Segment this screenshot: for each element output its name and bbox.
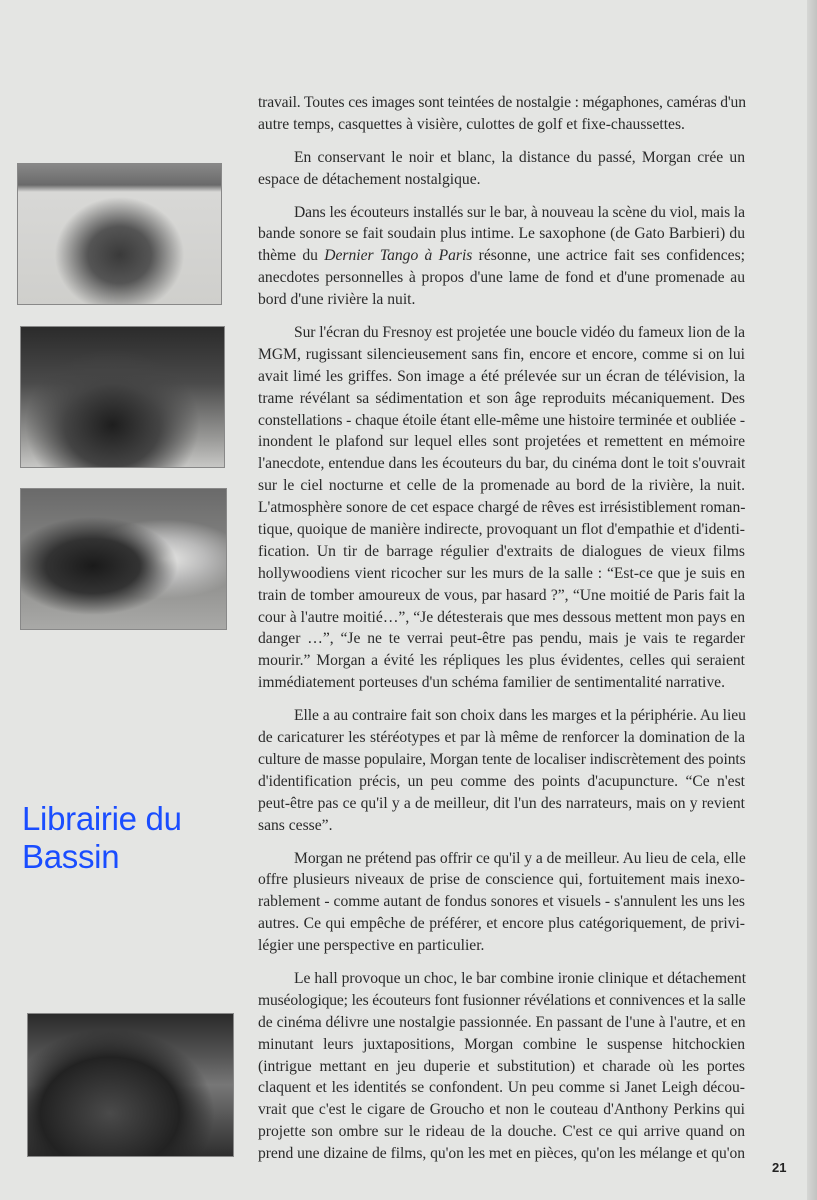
text-line: hollywoodiens vient ricocher sur les murs de la salle : “Est-ce que je suis en xyxy=(258,564,745,582)
text-line: prend une dizaine de films, qu'on les met en pièces, qu'on les mélange et qu'on xyxy=(258,1145,745,1163)
photo-vintage-car-camera xyxy=(20,326,225,468)
text-line: En conservant le noir et blanc, la distance du passé, Morgan crée un xyxy=(294,148,745,166)
text-line: Morgan ne prétend pas offrir ce qu'il y a de meilleur. Au lieu de cela, elle xyxy=(294,849,746,867)
text-line: constellations - chaque étoile étant elle-même une histoire terminée et oubliée - xyxy=(258,411,745,429)
text-line: légier une perspective en particulier. xyxy=(258,937,485,955)
text-line: l'anecdote, entendue dans les écouteurs du bar, du cinéma dont le toit s'ouvrait xyxy=(258,455,746,473)
text-line: peut-être pas ce qu'il y a de meilleur, dit l'un des narrateurs, mais on y revient xyxy=(258,794,745,812)
paragraph xyxy=(258,92,745,136)
text-line: projette son ombre sur le rideau de la douche. C'est ce qui arrive quand on xyxy=(258,1123,745,1141)
text-line: Le hall provoque un choc, le bar combine ironie clinique et détachement xyxy=(294,969,747,987)
text-line: muséologique; les écouteurs font fusionner révélations et connivences et la salle xyxy=(258,991,746,1009)
text-line: de caricaturer les stéréotypes et par là même de renforcer la domination de la xyxy=(258,729,745,747)
text-line: travail. Toutes ces images sont teintées de nostalgie : mégaphones, caméras d'un xyxy=(258,94,746,111)
text-line: bord d'une rivière la nuit. xyxy=(258,291,416,309)
text-line: sur le ciel nocturne et celle de la promenade au bord de la rivière, la nuit. xyxy=(258,477,745,495)
text-line: avait limé les griffes. Son image a été prélevée sur un écran de télévision, la xyxy=(258,367,745,385)
text-line: espace de détachement nostalgique. xyxy=(258,170,481,188)
text-line: train de tomber amoureux de vous, par hasard ?”, “Une moitié de Paris fait la xyxy=(258,586,745,604)
watermark: Librairie du Bassin xyxy=(22,800,182,875)
photo-actors-directors-chairs xyxy=(20,488,227,630)
text-line: bande sonore se fait soudain plus intime. Le saxophone (de Gato Barbieri) du xyxy=(258,225,745,243)
text-line: thème du Dernier Tango à Paris résonne, une actrice fait ses confidences; xyxy=(258,247,745,265)
text-line: Dans les écouteurs installés sur le bar, à nouveau la scène du viol, mais la xyxy=(294,203,745,221)
page-edge xyxy=(807,0,817,1200)
paragraph xyxy=(258,705,745,836)
paragraph xyxy=(258,147,745,191)
text-line: de cinéma délivre une nostalgie passionnée. En passant de l'une à l'autre, et en xyxy=(258,1013,746,1031)
text-line: minutant leurs juxtapositions, Morgan combine le suspense hitchockien xyxy=(258,1035,745,1053)
text-line: trame révélant sa sédimentation et son âge reproduits mécaniquement. Des xyxy=(258,389,745,407)
text-line: fication. Un tir de barrage régulier d'extraits de dialogues de vieux films xyxy=(258,542,745,560)
body-text-column xyxy=(258,92,745,1176)
text-line: rablement - comme autant de fondus sonores et visuels - s'annulent les uns les xyxy=(258,893,745,911)
paragraph xyxy=(258,968,745,1165)
text-line: (intrigue mettant en jeu duperie et substitution) et charade où les portes xyxy=(258,1057,745,1075)
text-line: L'atmosphère sonore de cet espace chargé de rêves est irrésistiblement roman- xyxy=(258,499,746,517)
film-title: Dernier Tango à Paris xyxy=(324,247,473,265)
paragraph xyxy=(258,848,745,957)
text-line: MGM, rugissant silencieusement sans fin, encore et encore, comme si on lui xyxy=(258,345,745,363)
text-line: anecdotes personnelles à propos d'une lame de fond et d'une promenade au xyxy=(258,269,745,287)
paragraph xyxy=(258,202,745,311)
text-line: offre plusieurs niveaux de prise de conscience qui, fortuitement mais inexo- xyxy=(258,871,745,889)
text-line: culture de masse populaire, Morgan tente de localiser indiscrètement des points xyxy=(258,750,746,768)
text-line: claquent et les identités se confondent. Un peu comme si Janet Leigh décou- xyxy=(258,1079,745,1097)
text-line: immédiatement porteuses d'un schéma familier de sentimentalité narrative. xyxy=(258,674,725,692)
text-line: sans cesse”. xyxy=(258,816,333,834)
photo-film-crew-snow xyxy=(17,163,222,305)
text-line: vrait que c'est le cigare de Groucho et non le couteau d'Anthony Perkins qui xyxy=(258,1101,745,1119)
text-line: Elle a au contraire fait son choix dans les marges et la périphérie. Au lieu xyxy=(294,707,746,725)
text-line: tique, quoique de manière indirecte, provoquant un flot d'empathie et d'identi- xyxy=(258,521,745,539)
text-line: inondent le plafond sur lequel elles sont projetées et remettent en mémoire xyxy=(258,433,745,451)
text-line: autre temps, casquettes à visière, culottes de golf et fixe-chaussettes. xyxy=(258,115,685,133)
text-line: d'identification précis, un peu comme des points d'acupuncture. “Ce n'est xyxy=(258,772,745,790)
page-number: 21 xyxy=(772,1160,787,1175)
text-line: Sur l'écran du Fresnoy est projetée une boucle vidéo du fameux lion de la xyxy=(294,324,745,342)
photo-film-set xyxy=(27,1013,234,1157)
text-line: danger …”, “Je ne te verrai peut-être pas pendu, mais je vais te regarder xyxy=(258,630,745,648)
text-line: mourir.” Morgan a évité les répliques les plus évidentes, celles qui seraient xyxy=(258,652,745,670)
paragraph xyxy=(258,322,745,694)
text-line: autres. Ce qui empêche de préférer, et encore plus catégoriquement, de privi- xyxy=(258,915,745,933)
text-line: cour à l'autre moitié…”, “Je détesterais que mes dessous mettent mon pays en xyxy=(258,608,745,626)
